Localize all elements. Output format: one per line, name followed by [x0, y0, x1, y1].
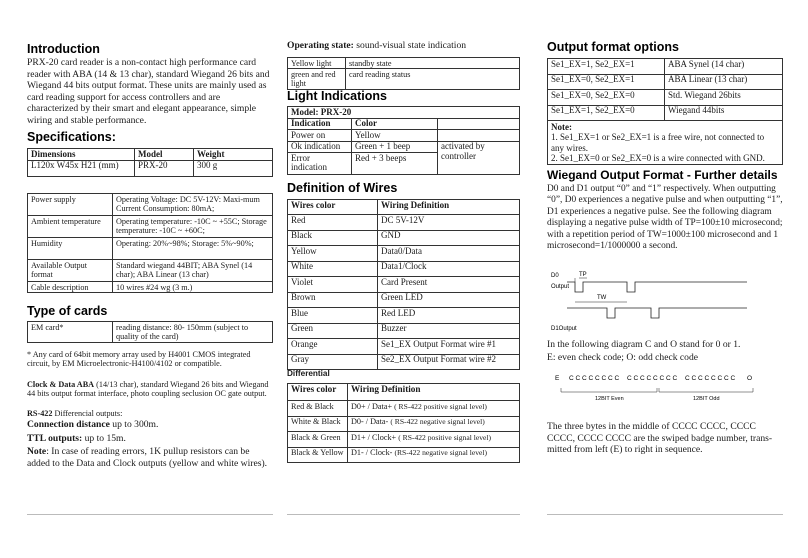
operating-table — [287, 57, 520, 90]
clock-text: (14/13 char), standard Wiegand 26 bits and Wiegand 44 bits output format interface, photo coupling seclusion OC gate output. — [27, 380, 269, 399]
card-distance: reading distance: 80- 150mm (subject to quality of the card) — [113, 322, 273, 343]
even-range-label: 12BIT Even — [595, 396, 624, 402]
odd-bit: O — [747, 375, 753, 382]
wire-def: Se2_EX Output Format wire #2 — [378, 354, 520, 370]
wire-color: Violet — [288, 277, 378, 293]
tw-label: TW — [597, 295, 607, 301]
light-key: Power on — [288, 130, 352, 142]
spec-key: Ambient temperature — [28, 216, 113, 238]
output-note-2: 2. Se1_EX=0 or Se2_EX=0 is a wire connected with GND. — [551, 153, 765, 163]
note-paragraph — [27, 446, 273, 469]
d0-waveform — [567, 282, 747, 292]
light-model: Model: PRX-20 — [288, 107, 520, 119]
ttl-paragraph — [27, 433, 273, 445]
wires-color-header: Wires color — [288, 200, 378, 215]
op-key: Yellow light — [288, 58, 346, 69]
even-bit: E — [555, 375, 560, 382]
wire-def: Red LED — [378, 308, 520, 324]
bit-diagram — [547, 370, 783, 410]
d1-label: D1Output — [551, 326, 577, 332]
op-text: sound-visual state indication — [353, 40, 467, 51]
intro-text: PRX-20 card reader is a non-contact high performance card reader with ABA (14 & 13 char), standard Wiegand 26 bits and Wiegand 44 bits output format. These units are mainly used as card reading support for access controllers and are characterized by their smart and elegant appearance, simple wiring and stable performance. — [27, 57, 270, 126]
bit-group-2: C C C C C C C C — [627, 375, 678, 382]
wire-def: GND — [378, 230, 520, 246]
spec-value: Operating: 20%~98%; Storage: 5%~90%; — [113, 238, 273, 260]
connection-paragraph — [27, 419, 273, 431]
op-value: standby state — [346, 58, 520, 69]
bit-group-1: C C C C C C C C — [569, 375, 620, 382]
light-note — [438, 130, 520, 142]
light-heading: Light Indications — [287, 89, 387, 103]
timing-diagram — [547, 268, 783, 334]
dim-cell: L120x W45x H21 (mm) — [28, 160, 135, 176]
clock-label: Clock & Data ABA — [27, 380, 95, 389]
spec-value: Operating temperature: -10C ~ +55C; Storage temperature: -10C ~ +60C; — [113, 216, 273, 238]
diff-color: White & Black — [288, 416, 348, 432]
note-text: : In case of reading errors, 1K pullup resistors can be added to the Data and Clock outputs (yellow and white wires). — [27, 446, 268, 469]
output-table — [547, 58, 783, 165]
final-text: The three bytes in the middle of CCCC CCCC, CCCC CCCC, CCCC CCCC are the swiped badge number, trans-mitted from left (E) to right in sequence. — [547, 421, 773, 456]
wiegand-heading: Wiegand Output Format - Further details — [547, 168, 778, 182]
diff-color-header: Wires color — [288, 384, 348, 401]
wires-table — [287, 199, 520, 370]
wire-def: Green LED — [378, 292, 520, 308]
spec-key: Available Output format — [28, 260, 113, 282]
diagram-note-1: In the following diagram C and O stand for 0 or 1. — [547, 339, 741, 350]
output-note — [548, 121, 783, 165]
spec-value: Standard wiegand 44BIT; ABA Synel (14 char); ABA Linear (13 char) — [113, 260, 273, 282]
wire-def: Data0/Data — [378, 246, 520, 262]
light-color: Yellow — [352, 130, 438, 142]
wire-color: Gray — [288, 354, 378, 370]
divider-left — [27, 514, 273, 515]
out-format: ABA Synel (14 char) — [665, 59, 783, 75]
out-setting: Se1_EX=1, Se2_EX=1 — [548, 59, 665, 75]
conn-text: up to 300m. — [109, 419, 159, 430]
differential-table — [287, 383, 520, 463]
tp-label: TP — [579, 272, 587, 278]
wire-def: Buzzer — [378, 323, 520, 339]
differential-heading: Differential — [287, 369, 330, 378]
d1-waveform — [567, 308, 747, 318]
indication-header: Indication — [288, 118, 352, 130]
wires-heading: Definition of Wires — [287, 181, 398, 195]
weight-cell: 300 g — [194, 160, 273, 176]
wire-def: DC 5V-12V — [378, 215, 520, 231]
output-note-label: Note: — [551, 121, 572, 132]
light-note: activated by controller — [438, 141, 520, 174]
spec-key: Humidity — [28, 238, 113, 260]
light-key: Ok indication — [288, 141, 352, 153]
wire-color: White — [288, 261, 378, 277]
light-color: Red + 3 beeps — [352, 153, 438, 174]
dim-header: Dimensions — [28, 149, 135, 161]
out-setting: Se1_EX=1, Se2_EX=0 — [548, 105, 665, 121]
spec-key: Power supply — [28, 194, 113, 216]
light-table — [287, 106, 520, 175]
output-heading: Output format options — [547, 40, 679, 54]
diff-def: D0- / Data- ( RS-422 negative signal level) — [348, 416, 520, 432]
divider-middle — [287, 514, 520, 515]
rs-paragraph — [27, 409, 273, 418]
odd-range-label: 12BIT Odd — [693, 396, 720, 402]
weight-header: Weight — [194, 149, 273, 161]
wires-def-header: Wiring Definition — [378, 200, 520, 215]
diff-color: Black & Green — [288, 432, 348, 448]
wire-color: Blue — [288, 308, 378, 324]
operating-state — [287, 40, 520, 52]
light-color: Green + 1 beep — [352, 141, 438, 153]
d0-label: D0 — [551, 273, 559, 279]
card-type: EM card* — [28, 322, 113, 343]
wire-color: Orange — [288, 339, 378, 355]
wire-def: Card Present — [378, 277, 520, 293]
op-key: green and red light — [288, 69, 346, 89]
rs-label: RS-422 — [27, 409, 53, 418]
out-format: Std. Wiegand 26bits — [665, 90, 783, 106]
wiegand-text: D0 and D1 output “0” and “1” respectively. When outputting “0”, D0 experiences a negative pulse and when outputting “1”, D1 experiences a negative pulse. See the following diagram displaying a negative pulse width of TP=100±10 microsecond; with a repetition period of TW=1000±100 microsecond and 1 microsecond=1/1000000 a second. — [547, 184, 783, 252]
output-note-1: 1. Se1_EX=1 or Se2_EX=1 is a free wire, not connected to any wires. — [551, 132, 765, 153]
intro-heading: Introduction — [27, 42, 100, 56]
diff-color: Black & Yellow — [288, 447, 348, 463]
spec-value: 10 wires #24 wg (3 m.) — [113, 282, 273, 293]
wire-color: Red — [288, 215, 378, 231]
dimensions-table — [27, 148, 273, 177]
cards-heading: Type of cards — [27, 304, 108, 318]
card-footnote: * Any card of 64bit memory array used by H4001 CMOS integrated circuit, by EM Microelectronic-H4100/4102 or compatible. — [27, 350, 251, 369]
ttl-label: TTL outputs: — [27, 433, 83, 444]
output-label: Output — [551, 284, 570, 290]
out-format: Wiegand 44bits — [665, 105, 783, 121]
wire-color: Green — [288, 323, 378, 339]
op-label: Operating state: — [287, 40, 354, 51]
model-cell: PRX-20 — [135, 160, 194, 176]
model-header: Model — [135, 149, 194, 161]
conn-label: Connection distance — [27, 419, 110, 430]
out-format: ABA Linear (13 char) — [665, 74, 783, 90]
diagram-note-2: E: even check code; O: odd check code — [547, 352, 699, 363]
diff-color: Red & Black — [288, 401, 348, 417]
color-header: Color — [352, 118, 438, 130]
divider-right — [547, 514, 783, 515]
spec-heading: Specifications: — [27, 130, 116, 144]
wire-def: Data1/Clock — [378, 261, 520, 277]
diff-def: D0+ / Data+ ( RS-422 positive signal level) — [348, 401, 520, 417]
clock-paragraph — [27, 380, 273, 398]
spec-value: Operating Voltage: DC 5V-12V: Maxi-mum Current Consumption: 80mA; — [113, 194, 273, 216]
wire-color: Black — [288, 230, 378, 246]
diff-def: D1+ / Clock+ ( RS-422 positive signal level) — [348, 432, 520, 448]
rs-text: Differencial outputs: — [52, 409, 123, 418]
cards-table — [27, 321, 273, 343]
out-setting: Se1_EX=0, Se2_EX=0 — [548, 90, 665, 106]
ttl-text: up to 15m. — [82, 433, 126, 444]
out-setting: Se1_EX=0, Se2_EX=1 — [548, 74, 665, 90]
light-key: Error indication — [288, 153, 352, 174]
diff-def: D1- / Clock- (RS-422 negative signal level) — [348, 447, 520, 463]
empty-header — [438, 118, 520, 130]
bit-group-3: C C C C C C C C — [685, 375, 736, 382]
note-label: Note — [27, 446, 47, 457]
wire-color: Brown — [288, 292, 378, 308]
wire-def: Se1_EX Output Format wire #1 — [378, 339, 520, 355]
spec-table — [27, 193, 273, 293]
spec-key: Cable description — [28, 282, 113, 293]
wire-color: Yellow — [288, 246, 378, 262]
op-value: card reading status — [346, 69, 520, 89]
diff-def-header: Wiring Definition — [348, 384, 520, 401]
